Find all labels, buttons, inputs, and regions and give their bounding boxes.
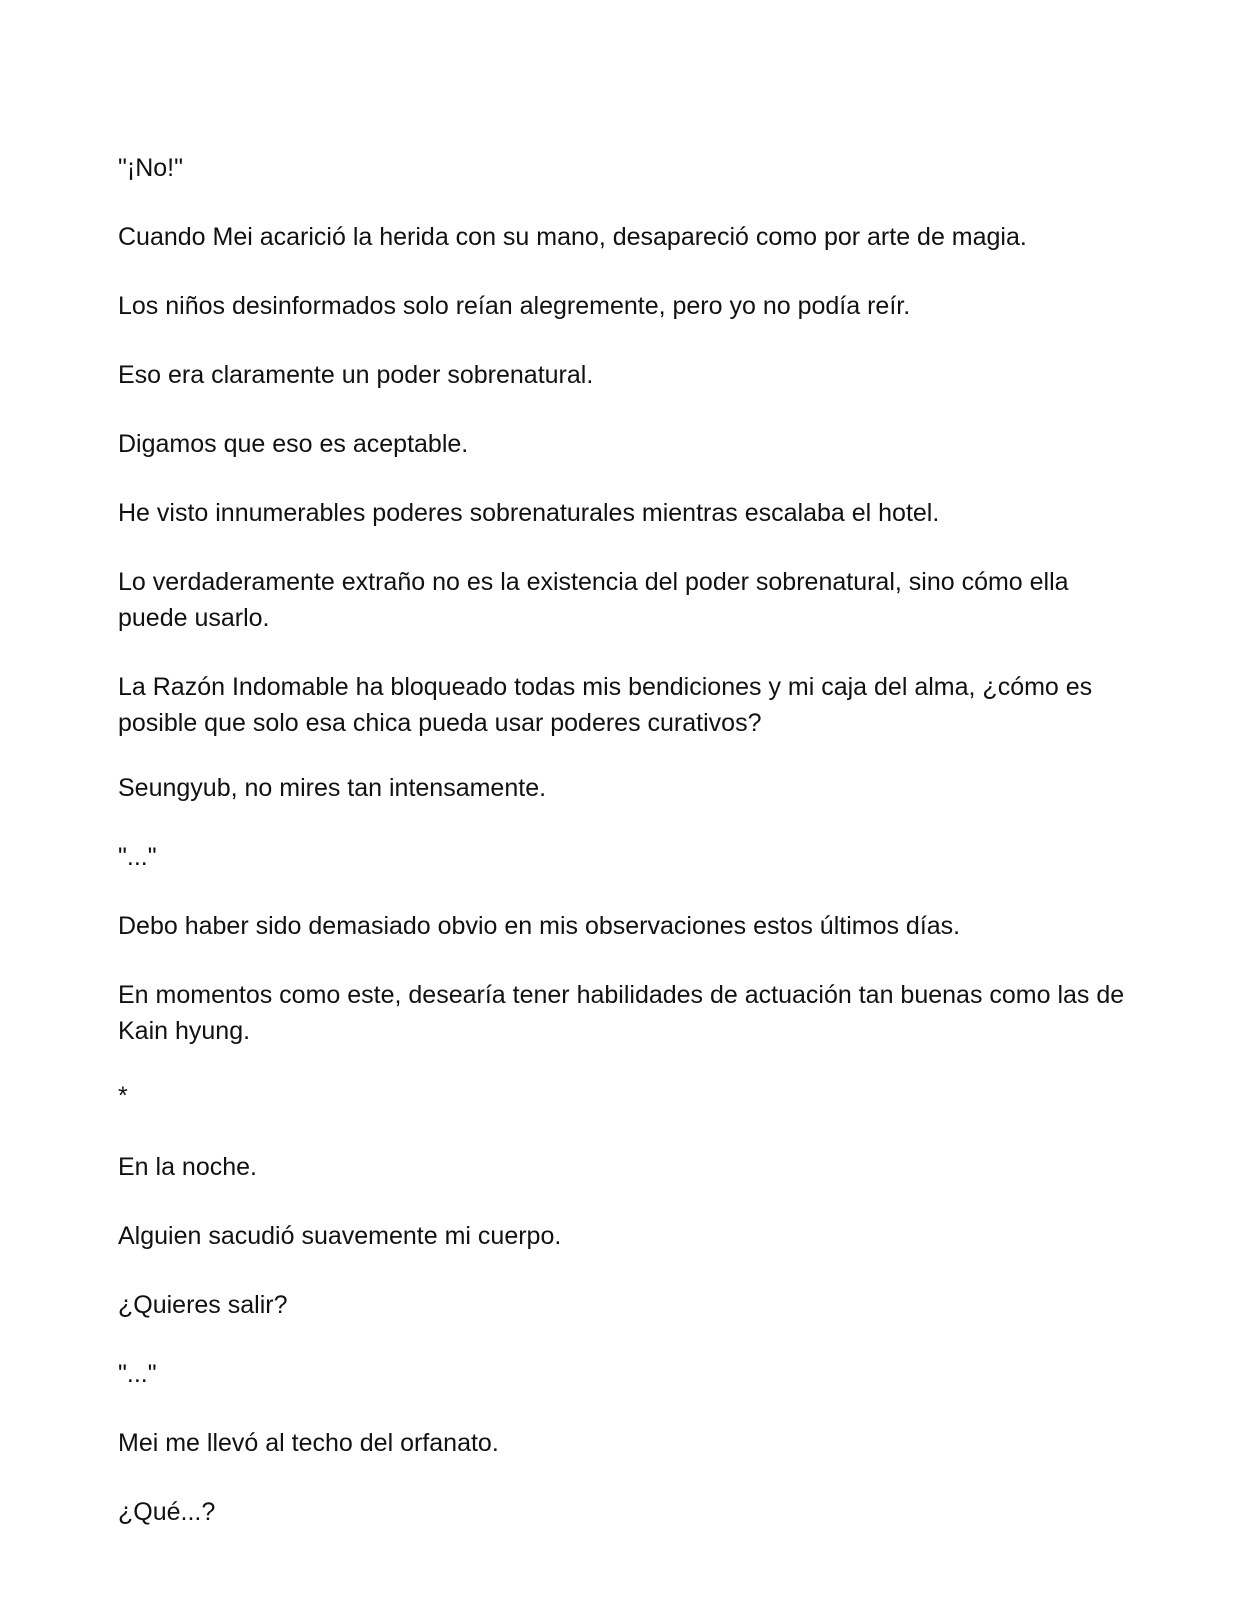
paragraph-18: ¿Qué...?	[118, 1498, 216, 1526]
paragraph-8: La Razón Indomable ha bloqueado todas mis bendiciones y mi caja del alma, ¿cómo es posible que solo esa chica pueda usar poderes curativos?	[118, 673, 1093, 737]
paragraph-4: Eso era claramente un poder sobrenatural.	[118, 361, 594, 389]
paragraph-11: Debo haber sido demasiado obvio en mis observaciones estos últimos días.	[118, 912, 961, 940]
paragraph-17: Mei me llevó al techo del orfanato.	[118, 1429, 499, 1457]
paragraph-14: Alguien sacudió suavemente mi cuerpo.	[118, 1222, 562, 1250]
paragraph-7: Lo verdaderamente extraño no es la existencia del poder sobrenatural, sino cómo ella puede usarlo.	[118, 568, 1069, 632]
section-break: *	[118, 1082, 128, 1110]
paragraph-6: He visto innumerables poderes sobrenaturales mientras escalaba el hotel.	[118, 499, 940, 527]
paragraph-16: "..."	[118, 1360, 157, 1388]
paragraph-5: Digamos que eso es aceptable.	[118, 430, 469, 458]
paragraph-3: Los niños desinformados solo reían alegremente, pero yo no podía reír.	[118, 292, 911, 320]
paragraph-12: En momentos como este, desearía tener habilidades de actuación tan buenas como las de Kain hyung.	[118, 981, 1125, 1045]
paragraph-13: En la noche.	[118, 1153, 257, 1181]
paragraph-1: "¡No!"	[118, 154, 183, 182]
paragraph-15: ¿Quieres salir?	[118, 1291, 288, 1319]
paragraph-10: "..."	[118, 843, 157, 871]
paragraph-9: Seungyub, no mires tan intensamente.	[118, 774, 547, 802]
paragraph-2: Cuando Mei acarició la herida con su mano, desapareció como por arte de magia.	[118, 223, 1027, 251]
